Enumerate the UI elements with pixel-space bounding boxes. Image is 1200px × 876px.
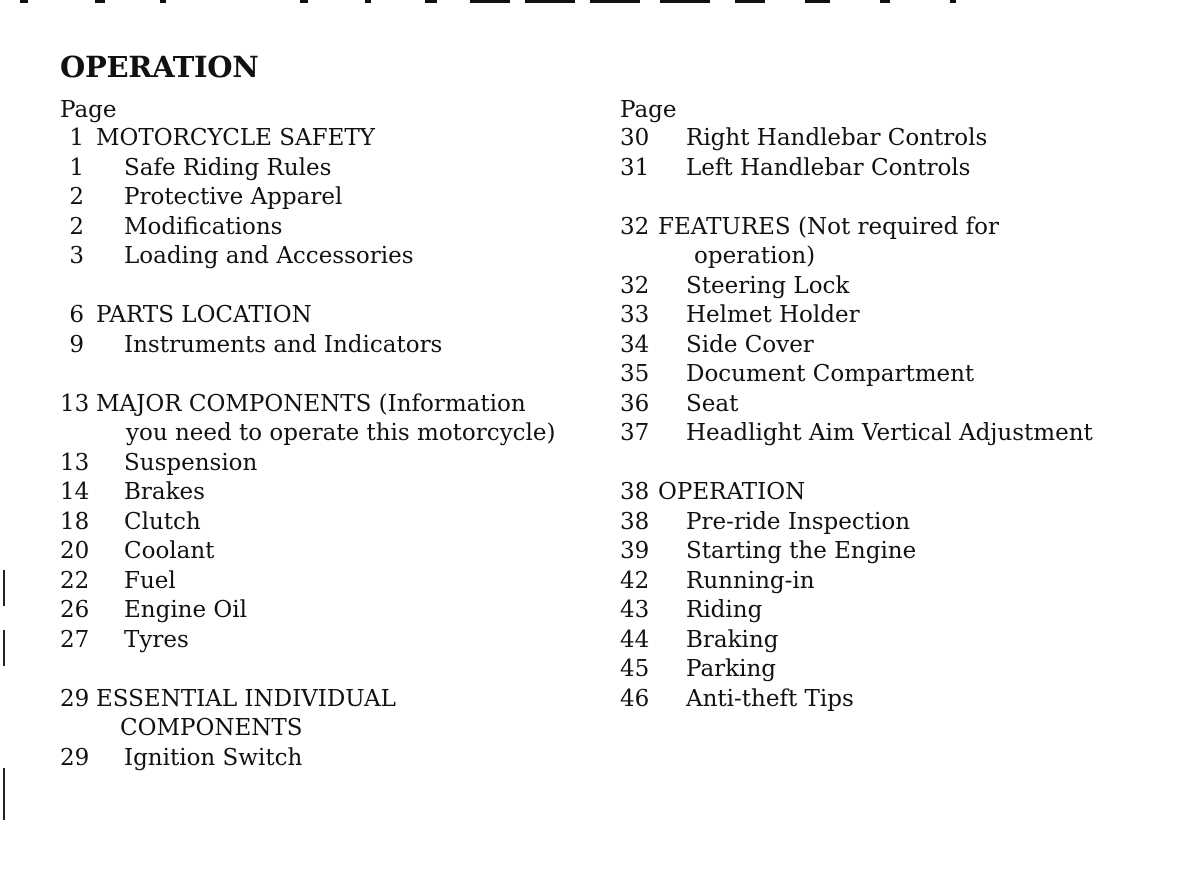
toc-page-number: 32 <box>620 213 650 240</box>
toc-item-row <box>620 390 1180 420</box>
toc-item-row <box>620 626 1180 656</box>
toc-item-row <box>60 478 590 508</box>
toc-entry-title: Side Cover <box>686 331 814 358</box>
toc-entry-title: Suspension <box>124 449 258 476</box>
scan-edge-mark <box>3 570 5 606</box>
toc-item-row <box>620 655 1180 685</box>
toc-entry-title: MAJOR COMPONENTS (Information <box>96 390 526 417</box>
toc-item-row <box>60 183 590 213</box>
toc-entry-title: Headlight Aim Vertical Adjustment <box>686 420 1093 446</box>
toc-item-row <box>620 154 1180 184</box>
toc-groups <box>620 124 1180 714</box>
toc-page-number: 38 <box>620 508 650 535</box>
toc-entry-title: OPERATION <box>658 479 806 505</box>
toc-page-number: 2 <box>69 184 84 210</box>
toc-entry-title: PARTS LOCATION <box>96 302 312 328</box>
toc-page-number: 22 <box>60 567 90 594</box>
toc-page-number: 36 <box>620 390 650 417</box>
toc-item-row <box>620 360 1180 390</box>
toc-entry-title: Instruments and Indicators <box>124 331 443 358</box>
toc-page-number: 34 <box>620 331 650 358</box>
toc-entry-title: ESSENTIAL INDIVIDUAL <box>96 685 396 712</box>
toc-item-row <box>60 331 590 361</box>
toc-entry-title: Running-in <box>686 567 815 594</box>
toc-section-continuation <box>60 419 590 449</box>
toc-item-row <box>60 449 590 479</box>
scan-edge-mark <box>3 768 5 820</box>
group-spacer <box>60 655 590 685</box>
toc-item-row <box>620 685 1180 715</box>
toc-page-number: 45 <box>620 656 650 682</box>
toc-item-row <box>60 242 590 272</box>
toc-item-row <box>620 124 1180 154</box>
toc-section-row <box>60 301 590 331</box>
toc-entry-title: MOTORCYCLE SAFETY <box>96 125 375 151</box>
toc-item-row <box>60 596 590 626</box>
toc-entry-title: operation) <box>694 243 816 269</box>
toc-page-number <box>60 714 84 744</box>
toc-page-number: 14 <box>60 479 90 505</box>
toc-page-number: 3 <box>69 243 84 269</box>
toc-left-column <box>60 96 590 773</box>
toc-item-row <box>60 154 590 184</box>
toc-page-number <box>620 242 646 272</box>
toc-section-row <box>60 390 590 420</box>
toc-page-number: 37 <box>620 420 650 446</box>
toc-item-row <box>60 744 590 774</box>
toc-entry-title: Seat <box>686 390 739 417</box>
toc-item-row <box>60 626 590 656</box>
scan-edge-mark <box>3 630 5 666</box>
toc-entry-title: Ignition Switch <box>124 744 303 771</box>
toc-section-continuation <box>620 242 1180 272</box>
toc-entry-title: Document Compartment <box>686 361 975 387</box>
toc-entry-title: Engine Oil <box>124 597 247 623</box>
toc-entry-title: Pre-ride Inspection <box>686 508 911 535</box>
toc-page-number: 30 <box>620 125 650 151</box>
toc-right-column <box>620 96 1180 714</box>
toc-page-number: 13 <box>60 390 90 417</box>
toc-page-number: 2 <box>69 213 84 240</box>
toc-entry-title: Anti-theft Tips <box>686 685 854 712</box>
toc-page-number: 6 <box>69 302 84 328</box>
toc-entry-title: Braking <box>686 626 779 653</box>
toc-entry-title: Right Handlebar Controls <box>686 125 988 151</box>
toc-page-number: 44 <box>620 626 650 653</box>
group-spacer <box>620 183 1180 213</box>
toc-page-number: 13 <box>60 449 90 476</box>
toc-item-row <box>60 508 590 538</box>
toc-entry-title: Coolant <box>124 538 215 564</box>
toc-item-row <box>60 537 590 567</box>
toc-page-number: 26 <box>60 597 90 623</box>
group-spacer <box>620 449 1180 479</box>
toc-item-row <box>620 272 1180 302</box>
group-spacer <box>60 272 590 302</box>
toc-page-number: 29 <box>60 685 90 712</box>
toc-entry-title: Loading and Accessories <box>124 243 414 269</box>
toc-page-number: 1 <box>69 154 84 181</box>
toc-section-row <box>60 124 590 154</box>
toc-entry-title: Clutch <box>124 508 201 535</box>
toc-entry-title: Safe Riding Rules <box>124 154 332 181</box>
toc-page-number: 29 <box>60 744 90 771</box>
toc-page-number: 27 <box>60 626 90 653</box>
page-title: OPERATION <box>60 50 259 84</box>
toc-page-number: 33 <box>620 302 650 328</box>
toc-entry-title: Protective Apparel <box>124 184 343 210</box>
toc-entry-title: Helmet Holder <box>686 302 860 328</box>
toc-page-number: 38 <box>620 479 650 505</box>
toc-entry-title: Riding <box>686 597 763 623</box>
toc-item-row <box>620 331 1180 361</box>
toc-section-row <box>620 478 1180 508</box>
page-column-label: Page <box>60 97 117 123</box>
toc-page-number: 46 <box>620 685 650 712</box>
toc-item-row <box>60 213 590 243</box>
toc-entry-title: you need to operate this motorcycle) <box>126 420 556 446</box>
scan-edge-marks <box>0 0 1200 10</box>
toc-entry-title: Parking <box>686 656 776 682</box>
toc-page-number: 42 <box>620 567 650 594</box>
page-column-label: Page <box>620 97 677 123</box>
toc-entry-title: Steering Lock <box>686 272 850 299</box>
toc-item-row <box>620 301 1180 331</box>
toc-section-continuation <box>60 714 590 744</box>
toc-page-number: 31 <box>620 154 650 181</box>
toc-entry-title: Tyres <box>124 626 189 653</box>
toc-page-number <box>60 419 84 449</box>
toc-section-row <box>60 685 590 715</box>
toc-entry-title: FEATURES (Not required for <box>658 213 999 240</box>
toc-page-number: 1 <box>69 125 84 151</box>
toc-page-number: 39 <box>620 538 650 564</box>
toc-section-row <box>620 213 1180 243</box>
toc-entry-title: COMPONENTS <box>120 715 303 741</box>
toc-page-number: 32 <box>620 272 650 299</box>
toc-page-number: 35 <box>620 361 650 387</box>
toc-item-row <box>620 419 1180 449</box>
toc-page-number: 20 <box>60 538 90 564</box>
toc-entry-title: Starting the Engine <box>686 538 917 564</box>
toc-item-row <box>620 508 1180 538</box>
toc-item-row <box>620 567 1180 597</box>
toc-entry-title: Brakes <box>124 479 205 505</box>
toc-page-number: 18 <box>60 508 90 535</box>
toc-entry-title: Left Handlebar Controls <box>686 154 971 181</box>
toc-item-row <box>620 596 1180 626</box>
group-spacer <box>60 360 590 390</box>
toc-groups <box>60 124 590 773</box>
toc-entry-title: Modifications <box>124 213 283 240</box>
toc-page-number: 43 <box>620 597 650 623</box>
toc-item-row <box>620 537 1180 567</box>
toc-item-row <box>60 567 590 597</box>
toc-entry-title: Fuel <box>124 567 176 594</box>
toc-page-number: 9 <box>69 331 84 358</box>
